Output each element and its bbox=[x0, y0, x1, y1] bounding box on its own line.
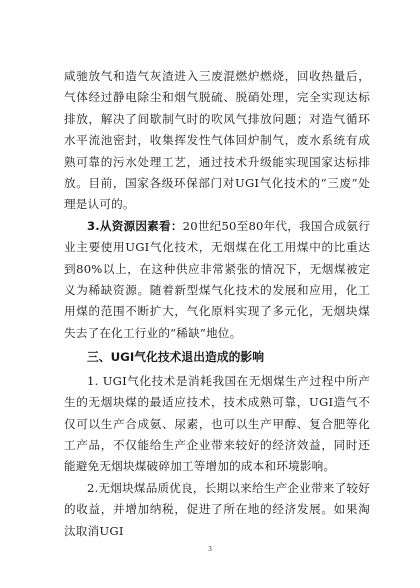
page-body bbox=[64, 66, 370, 542]
section-heading: 三、UGI气化技术退出造成的影响 bbox=[87, 350, 265, 365]
paragraph-impact-1: 1. UGI气化技术是消耗我国在无烟煤生产过程中所产生的无烟块煤的最适应技术，技术成熟可靠，UGI造气不仅可以生产合成氨、尿素，也可以生产甲醇、复合肥等化工产品，不仅能给生产企业带来较好的经济效益，同时还能避免无烟块煤破碎加工等增加的成本和环境影响。 bbox=[64, 373, 370, 474]
paragraph-lead-heading: 3.从资源因素看： bbox=[87, 218, 183, 233]
paragraph-waste-treatment: 咸驰放气和造气灰渣进入三废混燃炉燃烧，回收热量后，气体经过静电除尘和烟气脱硫、脱硝处理，完全实现达标排放，解决了间歇制气时的吹风气排放问题；对造气循环水平流池密封，收集挥发性气体回炉制气，废水系统有成熟可靠的污水处理工艺，通过技术升级能实现国家达标排放。目前，国家各级环保部门对UGI气化技术的“三废”处理是认可的。 bbox=[64, 69, 370, 212]
paragraph-impact-2: 2.无烟块煤品质优良，长期以来给生产企业带来了较好的收益，并增加纳税，促进了所在地的经济发展。如果淘汰取消UGI bbox=[64, 480, 370, 538]
paragraph-resource-factor bbox=[64, 216, 370, 344]
paragraph-resource-body: 20世纪50至80年代，我国合成氨行业主要使用UGI气化技术，无烟煤在化工用煤中的比重达到80%以上，在这种供应非常紧张的情况下，无烟煤被定义为稀缺资源。随着新型煤气化技术的发展和应用，化工用煤的范围不断扩大，气化原料实现了多元化，无烟块煤失去了在化工行业的“稀缺”地位。 bbox=[64, 218, 370, 340]
page-number: 3 bbox=[208, 546, 212, 553]
